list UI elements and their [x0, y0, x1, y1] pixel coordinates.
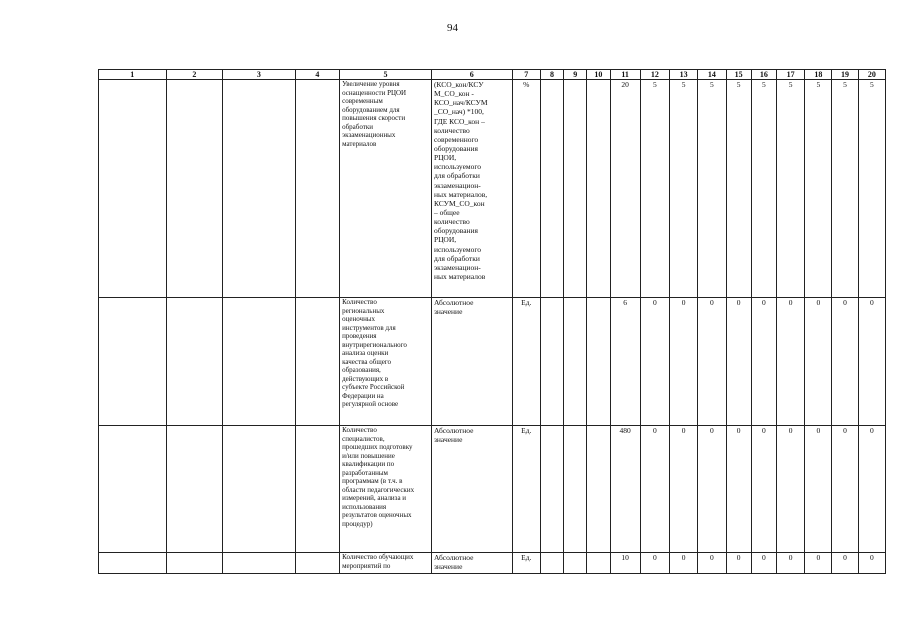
year-value: 0	[832, 298, 858, 426]
year-value: 5	[698, 80, 726, 298]
table-cell	[295, 426, 339, 553]
year-value: 0	[670, 553, 698, 574]
table-cell	[223, 80, 296, 298]
table-cell	[587, 426, 610, 553]
year-value: 5	[751, 80, 776, 298]
calculation-method: Абсолютное значение	[431, 426, 512, 553]
year-value: 0	[751, 553, 776, 574]
table-cell	[223, 426, 296, 553]
column-header: 18	[805, 70, 832, 80]
column-header: 4	[295, 70, 339, 80]
column-header: 17	[776, 70, 804, 80]
column-header: 13	[670, 70, 698, 80]
column-header: 12	[640, 70, 669, 80]
year-value: 0	[726, 553, 751, 574]
table-cell	[99, 553, 167, 574]
table-cell	[295, 553, 339, 574]
column-header: 5	[340, 70, 432, 80]
year-value: 5	[670, 80, 698, 298]
base-value: 6	[610, 298, 640, 426]
year-value: 0	[698, 298, 726, 426]
column-header: 8	[540, 70, 563, 80]
year-value: 0	[640, 298, 669, 426]
table-cell	[564, 553, 587, 574]
table-cell	[540, 80, 563, 298]
table-cell	[564, 80, 587, 298]
year-value: 5	[858, 80, 885, 298]
year-value: 0	[776, 298, 804, 426]
base-value: 10	[610, 553, 640, 574]
column-header: 19	[832, 70, 858, 80]
year-value: 5	[640, 80, 669, 298]
calculation-method: (КСО_кон/КСУ М_СО_кон - КСО_нач/КСУМ _СО_нач) *100, ГДЕ КСО_кон – количество современного оборудования РЦОИ, используемого для обработки экзаменацион- ных материалов, КСУМ_СО_кон – общее количество оборудования РЦОИ, используемого для обработки экзаменацион- ных материалов	[431, 80, 512, 298]
year-value: 0	[670, 426, 698, 553]
year-value: 0	[670, 298, 698, 426]
page-number: 94	[447, 22, 458, 34]
header-row	[99, 70, 886, 80]
column-header: 7	[512, 70, 540, 80]
column-header: 10	[587, 70, 610, 80]
year-value: 0	[726, 426, 751, 553]
table-cell	[295, 298, 339, 426]
base-value: 20	[610, 80, 640, 298]
unit-of-measure: Ед.	[512, 553, 540, 574]
year-value: 0	[858, 298, 885, 426]
column-header: 16	[751, 70, 776, 80]
table-row	[99, 80, 886, 298]
unit-of-measure: %	[512, 80, 540, 298]
year-value: 5	[726, 80, 751, 298]
year-value: 0	[776, 426, 804, 553]
unit-of-measure: Ед.	[512, 298, 540, 426]
year-value: 0	[640, 553, 669, 574]
year-value: 0	[832, 426, 858, 553]
year-value: 5	[805, 80, 832, 298]
table-cell	[540, 553, 563, 574]
table-cell	[166, 426, 223, 553]
indicator-name: Увеличение уровня оснащенности РЦОИ современным оборудованием для повышения скорости обработки экзаменационных материалов	[340, 80, 432, 298]
year-value: 0	[805, 298, 832, 426]
year-value: 0	[640, 426, 669, 553]
column-header: 20	[858, 70, 885, 80]
base-value: 480	[610, 426, 640, 553]
column-header: 1	[99, 70, 167, 80]
table-cell	[99, 298, 167, 426]
table-cell	[540, 298, 563, 426]
table-row	[99, 426, 886, 553]
table-cell	[99, 426, 167, 553]
table-cell	[166, 553, 223, 574]
year-value: 0	[832, 553, 858, 574]
table-cell	[166, 298, 223, 426]
year-value: 0	[776, 553, 804, 574]
calculation-method: Абсолютное значение	[431, 298, 512, 426]
column-header: 11	[610, 70, 640, 80]
indicator-table	[98, 69, 886, 574]
column-header: 14	[698, 70, 726, 80]
column-header: 3	[223, 70, 296, 80]
table-cell	[99, 80, 167, 298]
year-value: 0	[858, 553, 885, 574]
column-header: 2	[166, 70, 223, 80]
table-cell	[587, 553, 610, 574]
indicator-name: Количество региональных оценочных инструментов для проведения внутрирегионального анализа оценки качества общего образования, действующих в субъекте Российской Федерации на регулярной основе	[340, 298, 432, 426]
table-cell	[223, 298, 296, 426]
calculation-method: Абсолютное значение	[431, 553, 512, 574]
year-value: 5	[776, 80, 804, 298]
column-header: 6	[431, 70, 512, 80]
year-value: 0	[726, 298, 751, 426]
table-row	[99, 553, 886, 574]
indicator-name: Количество обучающих мероприятий по	[340, 553, 432, 574]
year-value: 0	[858, 426, 885, 553]
column-header: 15	[726, 70, 751, 80]
unit-of-measure: Ед.	[512, 426, 540, 553]
table-cell	[540, 426, 563, 553]
year-value: 0	[698, 426, 726, 553]
indicator-name: Количество специалистов, прошедших подготовку и/или повышение квалификации по разработанным программам (в т.ч. в области педагогических измерений, анализа и использования результатов оценочных процедур)	[340, 426, 432, 553]
table-cell	[587, 80, 610, 298]
year-value: 0	[698, 553, 726, 574]
year-value: 0	[751, 298, 776, 426]
table-cell	[223, 553, 296, 574]
table-row	[99, 298, 886, 426]
table-cell	[166, 80, 223, 298]
year-value: 5	[832, 80, 858, 298]
table-cell	[587, 298, 610, 426]
year-value: 0	[805, 426, 832, 553]
year-value: 0	[805, 553, 832, 574]
table-cell	[295, 80, 339, 298]
column-header: 9	[564, 70, 587, 80]
table-cell	[564, 426, 587, 553]
table-cell	[564, 298, 587, 426]
year-value: 0	[751, 426, 776, 553]
